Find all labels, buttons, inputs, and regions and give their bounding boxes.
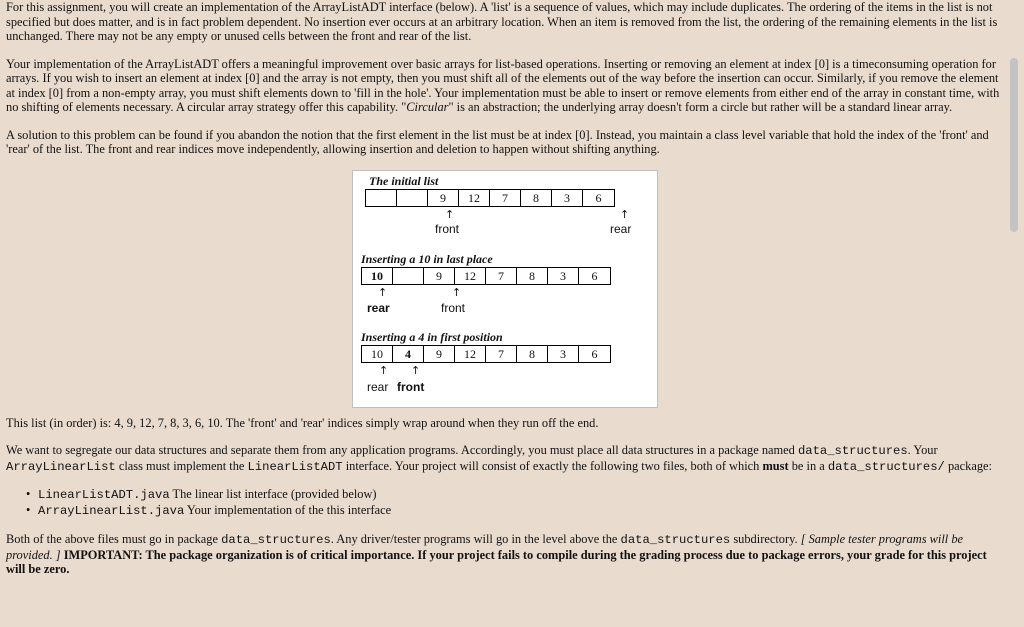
- array-after-insert-first: [361, 345, 611, 363]
- p5-text-a: We want to segregate our data structures and separate them from any application programs. Accordingly, you must place all data structures in a package named: [6, 443, 798, 457]
- array-cell: [393, 268, 424, 284]
- package-paragraph: [6, 443, 1002, 474]
- list-order-paragraph: This list (in order) is: 4, 9, 12, 7, 8, 3, 6, 10. The 'front' and 'rear' indices simply wrap around when they run off the end.: [6, 415, 599, 430]
- array-cell: 9: [424, 268, 455, 284]
- array-cell: 6: [591, 268, 598, 283]
- package-name-code: data_structures: [620, 533, 731, 547]
- implementation-paragraph: [6, 57, 1002, 115]
- list-item: [26, 487, 1002, 503]
- front-label: front: [397, 379, 425, 394]
- p5-text-c: class must implement the: [115, 458, 248, 473]
- vertical-scrollbar[interactable]: [1002, 0, 1024, 627]
- array-cell: 8: [521, 190, 552, 206]
- must-emphasis: must: [762, 458, 789, 473]
- array-cell: 6: [591, 346, 598, 361]
- array-cell: 7: [486, 346, 517, 362]
- array-cell: 4: [393, 346, 424, 362]
- array-cell: 10: [362, 268, 393, 284]
- file-description: The linear list interface (provided below): [169, 487, 377, 501]
- front-label: front: [435, 221, 460, 236]
- array-cell: 9: [428, 190, 459, 206]
- up-arrow-icon: ↑: [379, 363, 389, 377]
- array-initial: [365, 189, 615, 207]
- array-cell: 10: [362, 346, 393, 362]
- p2-text-a: Your implementation of the ArrayListADT offers a meaningful improvement over basic arrays for list-based operations. Inserting or removing an element at index [0] is a timeconsuming operation for arrays. If you wish to insert an element at index [0] and the array is not empty, then you must shift all of the elements out of the way before the insertion can occur. Similarly, if you remove the element at index [0] from a non-empty array, you must shift elements down to 'fill in the hole'. Your implementation must be able to insert or remove elements from either end of the array in constant time, with no shifting of elements necessary. A circular array strategy offer this capability. ": [6, 56, 1000, 114]
- circular-list-figure: [352, 170, 658, 408]
- up-arrow-icon: ↑: [445, 207, 455, 221]
- array-after-insert-last: [361, 267, 611, 285]
- p5-text-b: . Your: [907, 443, 938, 457]
- important-paragraph: [6, 532, 1002, 577]
- front-label: front: [441, 300, 466, 315]
- class-name-code: ArrayLinearList: [6, 459, 116, 474]
- p6-text-a: Both of the above files must go in package: [6, 532, 222, 546]
- file-name-code: LinearListADT.java: [38, 488, 170, 502]
- important-warning: IMPORTANT: The package organization is of critical importance. If your project fails to compile during the grading process due to package errors, your grade for this project will be zero.: [6, 547, 987, 576]
- file-name-code: ArrayLinearList.java: [38, 503, 185, 518]
- array-cell: 12: [455, 268, 486, 284]
- solution-paragraph: A solution to this problem can be found if you abandon the notion that the first element in the list must be at index [0]. Instead, you maintain a class level variable that hold the index of the 'front' and 'rear' of the list. The front and rear indices move independently, allowing insertion and deletion to happen without shifting anything.: [6, 127, 989, 156]
- caption-insert-first: Inserting a 4 in first position: [361, 329, 503, 344]
- p6-text-c: subdirectory.: [730, 532, 801, 546]
- file-description: Your implementation of the this interface: [184, 502, 392, 517]
- caption-insert-last: Inserting a 10 in last place: [361, 251, 493, 266]
- array-cell: [397, 190, 428, 206]
- list-item: [26, 503, 1002, 519]
- circular-term: Circular: [406, 100, 449, 114]
- p5-text-f: package:: [944, 458, 992, 473]
- up-arrow-icon: ↑: [378, 285, 388, 299]
- array-cell: 12: [455, 346, 486, 362]
- assignment-text: [6, 0, 1002, 590]
- sample-tester-note: [ Sample tester programs will be provided. ]: [6, 532, 964, 562]
- file-list: [6, 487, 1002, 518]
- p5-text-e: be in a: [788, 458, 828, 473]
- rear-label: rear: [610, 221, 632, 236]
- array-cell: [366, 190, 397, 206]
- scrollbar-thumb[interactable]: [1010, 58, 1018, 232]
- array-cell: 9: [424, 346, 455, 362]
- up-arrow-icon: ↑: [620, 207, 630, 221]
- array-cell: 3: [548, 268, 579, 284]
- package-name-code: data_structures: [221, 533, 331, 547]
- array-cell: 7: [486, 268, 517, 284]
- rear-label: rear: [367, 379, 389, 394]
- array-cell: 3: [548, 346, 579, 362]
- rear-label: rear: [367, 300, 390, 315]
- p2-text-c: " is an abstraction; the underlying array doesn't form a circle but rather will be a standard linear array.: [448, 100, 953, 114]
- intro-paragraph: For this assignment, you will create an implementation of the ArrayListADT interface (below). A 'list' is a sequence of values, which may include duplicates. The ordering of the items in the list is not specified but does matter, and is in fact problem dependent. No insertion ever occurs at an arbitrary location. When an item is removed from the list, the ordering of the remaining elements in the list is unchanged. There may not be any empty or unused cells between the front and rear of the list.: [6, 0, 998, 43]
- array-cell: 7: [490, 190, 521, 206]
- array-cell: 8: [517, 346, 548, 362]
- array-cell: 8: [517, 268, 548, 284]
- up-arrow-icon: ↑: [411, 363, 421, 377]
- array-cell: 6: [595, 190, 602, 205]
- array-cell: 12: [459, 190, 490, 206]
- package-dir-code: data_structures/: [827, 459, 945, 474]
- array-cell: 3: [552, 190, 583, 206]
- up-arrow-icon: ↑: [452, 285, 462, 299]
- caption-initial-list: The initial list: [369, 173, 439, 188]
- interface-name-code: LinearListADT: [247, 459, 343, 474]
- p6-text-b: . Any driver/tester programs will go in the level above the: [330, 532, 621, 546]
- p5-text-d: interface. Your project will consist of exactly the following two files, both of which: [342, 458, 763, 473]
- package-name-code: data_structures: [797, 444, 908, 458]
